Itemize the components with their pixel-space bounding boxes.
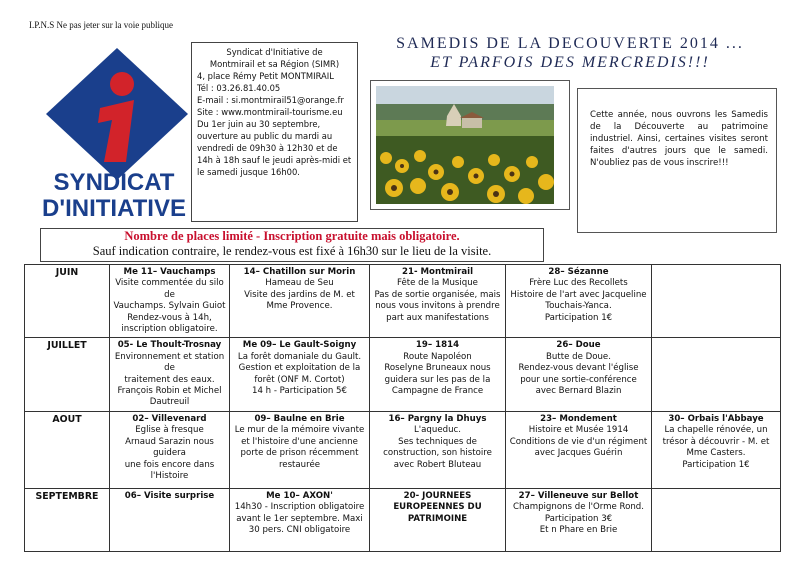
event-detail: Participation 1€ <box>682 459 750 470</box>
event-cell <box>370 338 506 411</box>
event-title: 23– Mondement <box>540 413 617 424</box>
event-title: 28– Sézanne <box>548 267 609 277</box>
event-cell <box>370 265 506 338</box>
event-cell <box>506 338 652 411</box>
event-cell <box>230 265 370 338</box>
event-cell <box>506 265 652 338</box>
event-title: 27– Villeneuve sur Bellot <box>518 490 639 501</box>
poster-title-line-2: ET PARFOIS DES MERCREDIS!!! <box>430 54 710 71</box>
org-email: E-mail : si.montmirail51@orange.fr <box>197 95 344 105</box>
event-title: 21- Montmirail <box>401 267 474 277</box>
event-detail: Histoire de l'art avec Jacqueline <box>510 289 647 300</box>
event-cell <box>506 411 652 488</box>
event-cell <box>230 488 370 551</box>
event-title: 19– 1814 <box>415 340 460 351</box>
event-detail: Roselyne Bruneaux nous <box>384 363 491 374</box>
event-detail: forêt (ONF M. Cortot) <box>254 374 345 385</box>
event-title: 02– Villevenard <box>132 413 207 424</box>
event-cell <box>110 338 230 411</box>
event-detail: Visite commentée du silo de <box>115 278 224 300</box>
org-name-line-1: Syndicat d'Initiative de <box>226 47 323 57</box>
event-detail: Conditions de vie d'un régiment <box>509 436 648 447</box>
event-detail: avec Bernard Blazin <box>535 386 622 397</box>
org-address: 4, place Rémy Petit MONTMIRAIL <box>197 71 334 81</box>
event-detail: Frère Luc des Recollets <box>529 278 628 289</box>
event-detail: inscription obligatoire. <box>121 324 218 335</box>
month-label: SEPTEMBRE <box>25 488 110 551</box>
event-detail: Hameau de Seu <box>265 278 334 289</box>
event-cell <box>652 411 781 488</box>
event-detail: trésor à découvrir - M. et <box>662 436 770 447</box>
event-detail: Campagne de France <box>391 386 484 397</box>
event-cell <box>110 488 230 551</box>
event-detail: Histoire et Musée 1914 <box>528 425 629 436</box>
event-detail: Visite des jardins de M. et <box>244 289 355 300</box>
info-box: Cette année, nous ouvrons les Samedis de la Découverte au patrimoine industriel. Ainsi, certaines visites seront faites d'autres jours que le samedi. N'oubliez pas de vous inscrire!!! <box>577 88 777 233</box>
event-detail: traitement des eaux. <box>124 374 215 385</box>
event-title: 06– Visite surprise <box>124 490 215 501</box>
event-title: 16– Pargny la Dhuys <box>388 413 487 424</box>
event-detail: Participation 3€ <box>544 513 613 524</box>
month-label: JUILLET <box>25 338 110 411</box>
event-detail: avec Robert Bluteau <box>393 459 482 470</box>
event-detail: Et n Phare en Brie <box>539 525 618 536</box>
event-detail: porte de prison récemment <box>240 448 359 459</box>
distribution-note: I.P.N.S Ne pas jeter sur la voie publique <box>29 20 173 30</box>
month-label: AOUT <box>25 411 110 488</box>
event-title: Me 09– Le Gault-Soigny <box>242 340 357 351</box>
org-name-line-2: Montmirail et sa Région (SIMR) <box>209 59 340 69</box>
event-cell <box>370 488 506 551</box>
schedule-table <box>24 264 781 552</box>
event-cell <box>230 338 370 411</box>
event-detail: Eglise à fresque <box>135 425 204 436</box>
event-title: 20- JOURNEES EUROPEENNES DU PATRIMOINE <box>393 490 482 524</box>
event-detail: Ses techniques de <box>398 436 477 447</box>
event-detail: Rendez-vous à 14h, <box>127 312 212 323</box>
org-phone: Tél : 03.26.81.40.05 <box>197 83 281 93</box>
event-title: 09– Baulne en Brie <box>254 413 345 424</box>
event-detail: une fois encore dans <box>124 459 215 470</box>
event-detail: l'Histoire <box>150 470 189 481</box>
event-detail: La chapelle rénovée, un <box>664 425 768 436</box>
event-detail: part aux manifestations <box>386 312 489 323</box>
event-title: Me 11– Vauchamps <box>123 267 216 277</box>
event-detail: pour une sortie-conférence <box>520 374 637 385</box>
event-cell <box>652 488 781 551</box>
event-detail: Route Napoléon <box>403 351 472 362</box>
event-detail: avec Jacques Guérin <box>534 448 623 459</box>
event-detail: La forêt domaniale du Gault. <box>237 351 362 362</box>
logo-line-2: D'INITIATIVE <box>42 195 186 222</box>
event-cell <box>370 411 506 488</box>
event-title: 14– Chatillon sur Morin <box>243 267 356 277</box>
event-detail: Vauchamps. Sylvain Guiot <box>113 301 226 312</box>
event-cell <box>110 265 230 338</box>
event-detail: François Robin et Michel <box>117 386 222 397</box>
event-cell <box>506 488 652 551</box>
event-cell <box>230 411 370 488</box>
logo-wordmark <box>34 170 194 222</box>
event-title: 30– Orbais l'Abbaye <box>668 413 764 424</box>
logo-line-1: SYNDICAT <box>53 169 175 196</box>
event-detail: Environnement et station de <box>114 351 225 374</box>
event-detail: guidera sur les pas de la <box>384 374 491 385</box>
poster-title-line-1: SAMEDIS DE LA DECOUVERTE 2014 ... <box>396 35 744 52</box>
event-detail: construction, son histoire <box>383 448 492 459</box>
event-detail: Le mur de la mémoire vivante <box>234 425 365 436</box>
event-detail: Mme Casters. <box>686 448 746 459</box>
event-detail: avant le 1er septembre. Maxi <box>236 513 363 524</box>
notice-box <box>40 228 544 262</box>
event-detail: Rendez-vous devant l'église <box>518 363 639 374</box>
event-detail: Mme Provence. <box>266 301 333 312</box>
event-detail: Champignons de l'Orme Rond. <box>513 502 644 513</box>
month-label: JUIN <box>25 265 110 338</box>
landscape-photo <box>376 86 554 204</box>
schedule-row <box>25 488 781 551</box>
event-cell <box>652 265 781 338</box>
org-website: Site : www.montmirail-tourisme.eu <box>197 107 343 117</box>
event-detail: Participation 1€ <box>544 312 613 323</box>
event-detail: et l'histoire d'une ancienne <box>241 436 358 447</box>
event-detail: Gestion et exploitation de la <box>238 363 361 374</box>
event-detail: 14h30 - Inscription obligatoire <box>234 502 365 513</box>
event-cell <box>110 411 230 488</box>
event-detail: Touchais-Yanca. <box>545 301 612 312</box>
opening-hours: Du 1er juin au 30 septembre, ouverture au public du mardi au vendredi de 09h30 à 12h30 et de 14h à 18h sauf le jeudi après-midi et le samedi jusque 16h00. <box>197 119 352 177</box>
event-detail: Arnaud Sarazin nous guidera <box>125 436 214 459</box>
event-detail: L'aqueduc. <box>414 425 461 436</box>
notice-registration: Nombre de places limité - Inscription gratuite mais obligatoire. <box>124 229 460 243</box>
event-cell <box>652 338 781 411</box>
event-detail: restaurée <box>278 459 321 470</box>
event-detail: 30 pers. CNI obligatoire <box>248 525 351 536</box>
event-detail: nous vous invitons à prendre <box>375 301 500 312</box>
schedule-row <box>25 411 781 488</box>
event-title: 26– Doue <box>556 340 601 351</box>
contact-box <box>191 42 358 222</box>
notice-meeting-time: Sauf indication contraire, le rendez-vous est fixé à 16h30 sur le lieu de la visite. <box>92 244 492 258</box>
event-detail: Butte de Doue. <box>546 351 611 362</box>
event-detail: Pas de sortie organisée, mais <box>374 289 501 300</box>
event-detail: Dautreuil <box>149 397 190 408</box>
schedule-row <box>25 338 781 411</box>
event-detail: 14 h - Participation 5€ <box>252 386 347 397</box>
event-detail: Fête de la Musique <box>397 278 478 289</box>
event-title: 05- Le Thoult-Trosnay <box>117 340 222 351</box>
schedule-row <box>25 265 781 338</box>
event-title: Me 10– AXON' <box>266 490 333 501</box>
